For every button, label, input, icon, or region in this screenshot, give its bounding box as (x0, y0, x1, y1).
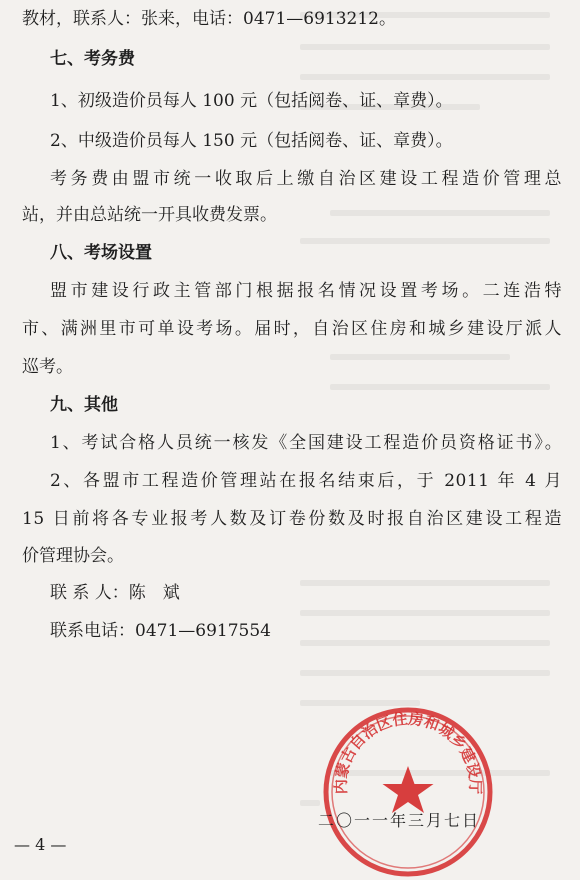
section8-paragraph-line1: 盟市建设行政主管部门根据报名情况设置考场。二连浩特 (50, 281, 562, 301)
section7-item1: 1、初级造价员每人 100 元（包括阅卷、证、章费）。 (50, 91, 453, 111)
section9-heading: 九、其他 (50, 395, 118, 415)
section9-item2-line1: 2、各盟市工程造价管理站在报名结束后，于 2011 年 4 月 (50, 471, 562, 491)
section9-item2-line2: 15 日前将各专业报考人数及订卷份数及时报自治区建设工程造 (22, 509, 562, 529)
seal-text: 内蒙古自治区住房和城乡建设厅 (331, 709, 485, 795)
section7-paragraph-line2: 站，并由总站统一开具收费发票。 (22, 205, 277, 225)
section9-item1: 1、考试合格人员统一核发《全国建设工程造价员资格证书》。 (50, 433, 562, 453)
section9-item2-line3: 价管理协会。 (22, 546, 124, 566)
official-seal (318, 700, 498, 880)
header-contact-line: 教材，联系人：张来，电话：0471—6913212。 (22, 9, 396, 29)
section7-item2: 2、中级造价员每人 150 元（包括阅卷、证、章费）。 (50, 131, 453, 151)
section8-heading: 八、考场设置 (50, 243, 152, 263)
contact-phone: 联系电话：0471—6917554 (50, 621, 271, 641)
section8-paragraph-line3: 巡考。 (22, 357, 73, 377)
red-star-icon (383, 766, 434, 813)
document-date: 二〇一一年三月七日 (318, 811, 481, 830)
section7-paragraph-line1: 考务费由盟市统一收取后上缴自治区建设工程造价管理总 (50, 169, 562, 189)
section7-heading: 七、考务费 (50, 49, 135, 69)
section8-paragraph-line2: 市、满洲里市可单设考场。届时，自治区住房和城乡建设厅派人 (22, 319, 562, 339)
contact-person: 联 系 人：陈 斌 (50, 583, 180, 603)
page-number: — 4 — (14, 835, 67, 854)
